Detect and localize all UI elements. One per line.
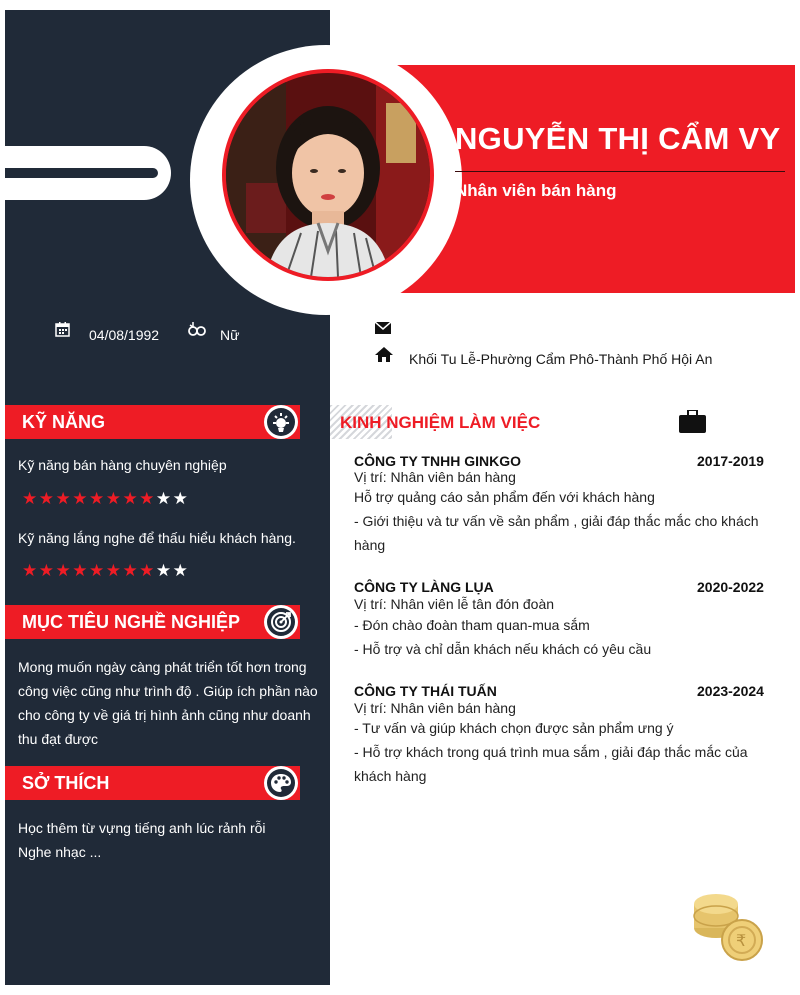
skill-rating-1: ★★★★★★★★★★	[22, 489, 190, 508]
duty-3-3: khách hàng	[354, 768, 427, 784]
decorative-pill-bar	[5, 168, 158, 178]
palette-icon	[264, 766, 298, 800]
duty-1-2: - Giới thiệu và tư vấn về sản phẩm , giải đáp thắc mắc cho khách	[354, 513, 759, 529]
goal-line-4: thu đạt được	[18, 731, 99, 747]
hobby-1: Học thêm từ vựng tiếng anh lúc rảnh rỗi	[18, 820, 266, 836]
job-title: Nhân viên bán hàng	[455, 181, 617, 200]
position-1: Vị trí: Nhân viên bán hàng	[354, 469, 516, 485]
hobbies-title: SỞ THÍCH	[22, 773, 110, 793]
skills-title: KỸ NĂNG	[22, 412, 106, 432]
duty-2-1: - Đón chào đoàn tham quan-mua sắm	[354, 617, 590, 633]
duty-3-1: - Tư vấn và giúp khách chọn được sản phẩm ưng ý	[354, 720, 674, 736]
company-1: CÔNG TY TNHH GINKGO	[354, 453, 521, 469]
gender: Nữ	[220, 327, 240, 343]
date-of-birth: 04/08/1992	[89, 327, 160, 343]
years-3: 2023-2024	[697, 683, 764, 699]
profile-photo	[226, 73, 430, 277]
name-divider	[455, 171, 785, 172]
skills-icon	[264, 405, 298, 439]
coins-icon	[688, 884, 768, 969]
skill-name-1: Kỹ năng bán hàng chuyên nghiệp	[18, 457, 227, 473]
gender-icon	[187, 322, 207, 341]
position-3: Vị trí: Nhân viên bán hàng	[354, 700, 516, 716]
duty-1-3: hàng	[354, 537, 386, 553]
svg-text:₹: ₹	[736, 931, 747, 950]
portrait-drawing	[226, 73, 430, 277]
position-2: Vị trí: Nhân viên lễ tân đón đoàn	[354, 596, 555, 612]
skill-name-2: Kỹ năng lắng nghe để thấu hiểu khách hàng.	[18, 530, 296, 546]
target-icon	[264, 605, 298, 639]
goals-title: MỤC TIÊU NGHỀ NGHIỆP	[22, 612, 241, 632]
years-1: 2017-2019	[697, 453, 764, 469]
candidate-name: NGUYỄN THỊ CẨM VY	[455, 121, 781, 156]
goal-line-2: công việc cũng như trình độ . Giúp ích phần nào	[18, 683, 318, 699]
duty-1-1: Hỗ trợ quảng cáo sản phẩm đến với khách hàng	[354, 489, 655, 505]
company-3: CÔNG TY THÁI TUẤN	[354, 683, 497, 699]
envelope-icon	[375, 321, 391, 337]
goal-line-1: Mong muốn ngày càng phát triển tốt hơn trong	[18, 659, 307, 675]
company-2: CÔNG TY LÀNG LỤA	[354, 579, 494, 595]
home-icon	[375, 347, 393, 365]
skill-rating-2: ★★★★★★★★★★	[22, 561, 190, 580]
calendar-icon	[55, 321, 70, 340]
briefcase-icon	[679, 410, 706, 438]
duty-3-2: - Hỗ trợ khách trong quá trình mua sắm , giải đáp thắc mắc của	[354, 744, 748, 760]
years-2: 2020-2022	[697, 579, 764, 595]
hobby-2: Nghe nhạc ...	[18, 844, 102, 860]
duty-2-2: - Hỗ trợ và chỉ dẫn khách nếu khách có yêu cầu	[354, 641, 652, 657]
address: Khối Tu Lễ-Phường Cẩm Phô-Thành Phố Hội An	[409, 351, 713, 367]
goal-line-3: cho công ty về giá trị hình ảnh cũng như doanh	[18, 707, 311, 723]
experience-title: KINH NGHIỆM LÀM VIỆC	[340, 413, 541, 432]
